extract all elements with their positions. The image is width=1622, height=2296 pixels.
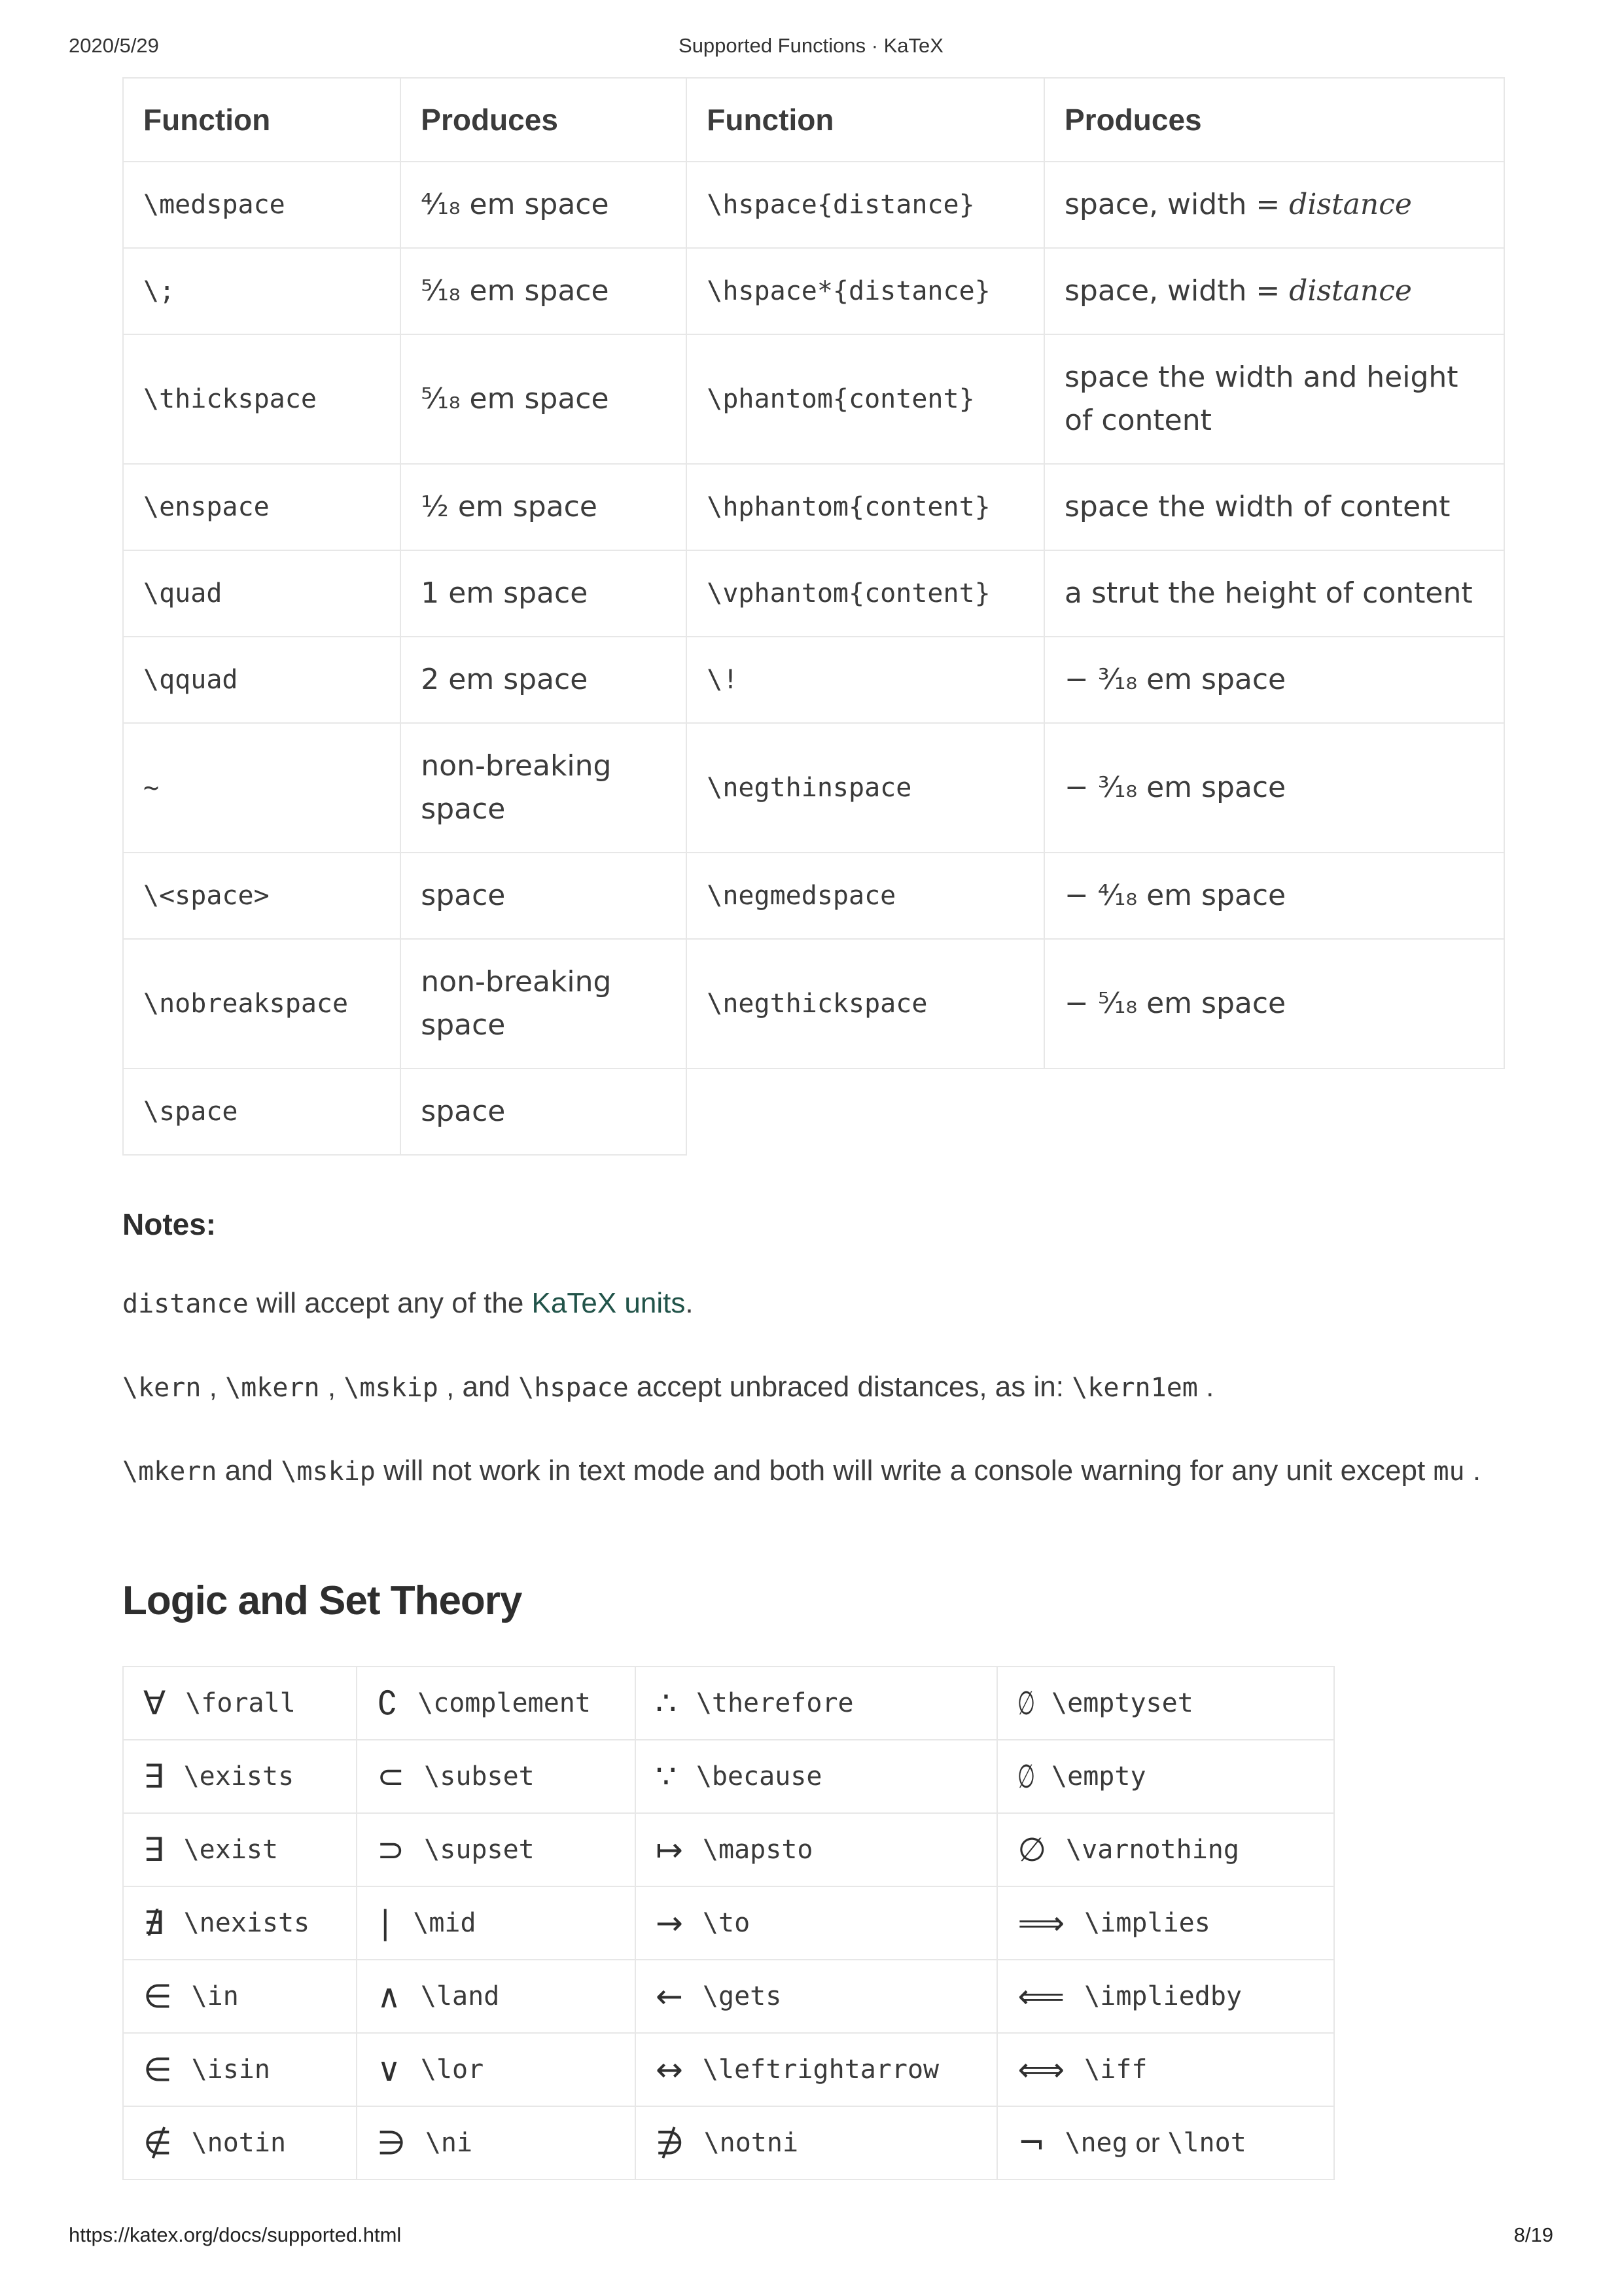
logic-table	[122, 1666, 1335, 2180]
math-symbol: ∁	[377, 1684, 398, 1722]
inline-code: \mskip	[344, 1373, 438, 1404]
inline-code: \kern1em	[1072, 1373, 1198, 1404]
math-symbol: ∨	[377, 2050, 401, 2089]
column-header-function: Function	[123, 78, 400, 162]
produces-cell: − ³⁄₁₈ em space	[1044, 637, 1504, 723]
table-header-row	[123, 78, 1504, 162]
function-cell: \negthinspace	[686, 723, 1044, 853]
math-symbol: ∈	[143, 1977, 172, 2015]
function-cell: \quad	[123, 550, 400, 637]
symbol-cell	[357, 1813, 635, 1886]
katex-units-link[interactable]: KaTeX units	[531, 1287, 686, 1319]
math-symbol: ∅	[1017, 1830, 1047, 1869]
inline-code: \hspace	[518, 1373, 629, 1404]
math-symbol: ∴	[656, 1684, 677, 1722]
symbol-cell	[123, 1960, 357, 2033]
spacing-table	[122, 77, 1505, 1156]
produces-cell: − ⁴⁄₁₈ em space	[1044, 853, 1504, 939]
table-row	[123, 853, 1504, 939]
math-symbol: ¬	[1017, 2123, 1046, 2162]
note-text: .	[1464, 1455, 1481, 1487]
footer-page-number: 8/19	[1513, 2223, 1553, 2246]
latex-code: \emptyset	[1051, 1687, 1193, 1718]
latex-code: \iff	[1084, 2054, 1148, 2085]
produces-cell: space	[400, 1069, 686, 1155]
table-row	[123, 550, 1504, 637]
note-paragraph	[122, 1281, 1505, 1326]
table-row	[123, 2106, 1334, 2180]
produces-cell: − ⁵⁄₁₈ em space	[1044, 939, 1504, 1069]
function-cell: \medspace	[123, 162, 400, 248]
function-cell: \hspace{distance}	[686, 162, 1044, 248]
table-row	[123, 1886, 1334, 1960]
latex-code: \mid	[413, 1907, 476, 1938]
function-cell: ~	[123, 723, 400, 853]
document-title: Supported Functions · KaTeX	[679, 34, 943, 57]
latex-code: \because	[696, 1761, 822, 1792]
latex-code: \impliedby	[1084, 1981, 1242, 2011]
note-text: ,	[201, 1371, 226, 1404]
symbol-cell	[357, 1960, 635, 2033]
math-symbol: ∉	[143, 2123, 172, 2162]
latex-code: \in	[191, 1981, 239, 2011]
math-symbol: ∅	[1017, 1684, 1036, 1722]
page-header	[69, 34, 1553, 60]
table-row	[123, 939, 1504, 1069]
produces-cell: non-breaking space	[400, 939, 686, 1069]
symbol-cell	[635, 1740, 997, 1813]
latex-code: \therefore	[696, 1687, 854, 1718]
math-symbol: →	[656, 1903, 683, 1942]
math-symbol: ∣	[377, 1903, 394, 1942]
note-text: will not work in text mode and both will write a console warning for any unit except	[375, 1455, 1434, 1487]
math-symbol: ∌	[656, 2123, 684, 2162]
note-text: accept unbraced distances, as in:	[628, 1371, 1072, 1404]
footer-url: https://katex.org/docs/supported.html	[69, 2223, 402, 2246]
math-symbol: ∀	[143, 1684, 166, 1722]
latex-code: \to	[702, 1907, 750, 1938]
note-text: and	[217, 1455, 281, 1487]
main-content	[122, 77, 1505, 2180]
produces-cell: 2 em space	[400, 637, 686, 723]
symbol-cell	[997, 2106, 1334, 2180]
math-symbol: ⟺	[1017, 2050, 1065, 2089]
produces-cell: ⁵⁄₁₈ em space	[400, 248, 686, 334]
function-cell: \negmedspace	[686, 853, 1044, 939]
inline-code: distance	[122, 1289, 249, 1319]
function-cell: \thickspace	[123, 334, 400, 464]
function-cell: \space	[123, 1069, 400, 1155]
latex-code: \varnothing	[1066, 1834, 1239, 1865]
function-cell: \nobreakspace	[123, 939, 400, 1069]
table-row	[123, 637, 1504, 723]
function-cell: \phantom{content}	[686, 334, 1044, 464]
math-symbol: ⊂	[377, 1757, 405, 1795]
latex-code: \exist	[183, 1834, 279, 1865]
table-row	[123, 464, 1504, 550]
math-symbol: ∵	[656, 1757, 677, 1795]
table-row	[123, 1740, 1334, 1813]
function-cell: \enspace	[123, 464, 400, 550]
note-paragraph	[122, 1365, 1505, 1409]
symbol-cell	[635, 1960, 997, 2033]
spacing-table-body	[123, 162, 1504, 1155]
symbol-cell	[123, 1667, 357, 1740]
latex-code: \lnot	[1167, 2127, 1246, 2158]
latex-code: \notni	[703, 2127, 799, 2158]
symbol-cell	[123, 2033, 357, 2106]
latex-code: \complement	[417, 1687, 591, 1718]
symbol-cell	[635, 2033, 997, 2106]
function-cell: \qquad	[123, 637, 400, 723]
notes-title: Notes:	[122, 1207, 217, 1241]
symbol-cell	[123, 2106, 357, 2180]
table-row	[123, 334, 1504, 464]
math-symbol: ∈	[143, 2050, 172, 2089]
latex-code: \lor	[420, 2054, 484, 2085]
latex-code: \land	[420, 1981, 500, 2011]
empty-cell	[686, 1069, 1504, 1155]
header-date: 2020/5/29	[69, 34, 159, 57]
latex-code: \neg	[1065, 2127, 1128, 2158]
note-text: .	[1197, 1371, 1214, 1404]
notes-paragraphs	[122, 1281, 1505, 1494]
or-text: or	[1127, 2127, 1168, 2158]
symbol-cell	[997, 1960, 1334, 2033]
table-row	[123, 162, 1504, 248]
latex-code: \empty	[1051, 1761, 1146, 1792]
latex-code: \notin	[191, 2127, 287, 2158]
latex-code: \exists	[183, 1761, 294, 1792]
symbol-cell	[997, 2033, 1334, 2106]
inline-code: \kern	[122, 1373, 202, 1404]
latex-code: \subset	[424, 1761, 535, 1792]
symbol-cell	[357, 1667, 635, 1740]
column-header-function: Function	[686, 78, 1044, 162]
produces-cell: ⁵⁄₁₈ em space	[400, 334, 686, 464]
symbol-cell	[997, 1813, 1334, 1886]
math-symbol: ∋	[377, 2123, 406, 2162]
note-paragraph	[122, 1449, 1505, 1493]
function-cell: \hspace*{distance}	[686, 248, 1044, 334]
function-cell: \;	[123, 248, 400, 334]
function-cell: \vphantom{content}	[686, 550, 1044, 637]
logic-table-body	[123, 1667, 1334, 2180]
produces-cell: space the width and height of content	[1044, 334, 1504, 464]
math-symbol: ⊃	[377, 1830, 405, 1869]
math-symbol: ↔	[656, 2050, 683, 2089]
math-symbol: ↦	[656, 1830, 683, 1869]
symbol-cell	[357, 1886, 635, 1960]
function-cell: \<space>	[123, 853, 400, 939]
symbol-cell	[635, 1813, 997, 1886]
column-header-produces: Produces	[400, 78, 686, 162]
produces-cell: ⁴⁄₁₈ em space	[400, 162, 686, 248]
symbol-cell	[635, 2106, 997, 2180]
produces-cell: 1 em space	[400, 550, 686, 637]
produces-cell: space, width = distance	[1044, 162, 1504, 248]
symbol-cell	[635, 1667, 997, 1740]
page-footer	[69, 2223, 1553, 2250]
latex-code: \ni	[425, 2127, 473, 2158]
inline-code: mu	[1433, 1457, 1465, 1487]
math-symbol: ∃	[143, 1830, 164, 1869]
produces-cell: non-breaking space	[400, 723, 686, 853]
inline-code: \mkern	[122, 1457, 217, 1487]
symbol-cell	[997, 1740, 1334, 1813]
latex-code: \implies	[1084, 1907, 1210, 1938]
note-text: .	[685, 1287, 694, 1319]
symbol-cell	[123, 1886, 357, 1960]
produces-cell: space, width = distance	[1044, 248, 1504, 334]
math-symbol: ∅	[1017, 1757, 1036, 1795]
produces-cell: a strut the height of content	[1044, 550, 1504, 637]
latex-code: \isin	[191, 2054, 270, 2085]
note-text: ,	[319, 1371, 344, 1404]
note-text: will accept any of the	[248, 1287, 532, 1319]
table-row	[123, 1813, 1334, 1886]
symbol-cell	[123, 1740, 357, 1813]
column-header-produces: Produces	[1044, 78, 1504, 162]
function-cell: \negthickspace	[686, 939, 1044, 1069]
table-row	[123, 723, 1504, 853]
produces-cell: − ³⁄₁₈ em space	[1044, 723, 1504, 853]
symbol-cell	[123, 1813, 357, 1886]
math-symbol: ⟹	[1017, 1903, 1065, 1942]
table-row	[123, 248, 1504, 334]
latex-code: \supset	[424, 1834, 535, 1865]
symbol-cell	[357, 1740, 635, 1813]
produces-cell: space	[400, 853, 686, 939]
symbol-cell	[997, 1667, 1334, 1740]
table-row	[123, 1667, 1334, 1740]
math-symbol: ∧	[377, 1977, 401, 2015]
inline-code: \mskip	[281, 1457, 376, 1487]
distance-italic: distance	[1289, 188, 1412, 221]
math-symbol: ←	[656, 1977, 683, 2015]
latex-code: \nexists	[183, 1907, 310, 1938]
note-text: , and	[438, 1371, 519, 1404]
produces-cell: space the width of content	[1044, 464, 1504, 550]
inline-code: \mkern	[225, 1373, 320, 1404]
table-row	[123, 1960, 1334, 2033]
math-symbol: ∃	[143, 1757, 164, 1795]
latex-code: \leftrightarrow	[702, 2054, 940, 2085]
symbol-cell	[635, 1886, 997, 1960]
latex-code: \gets	[702, 1981, 782, 2011]
function-cell: \hphantom{content}	[686, 464, 1044, 550]
section-heading-logic-and-set-theory: Logic and Set Theory	[122, 1578, 522, 1623]
table-row	[123, 1069, 1504, 1155]
table-row	[123, 2033, 1334, 2106]
function-cell: \!	[686, 637, 1044, 723]
symbol-cell	[357, 2106, 635, 2180]
produces-cell: ½ em space	[400, 464, 686, 550]
distance-italic: distance	[1289, 274, 1412, 308]
latex-code: \forall	[185, 1687, 296, 1718]
symbol-cell	[357, 2033, 635, 2106]
symbol-cell	[997, 1886, 1334, 1960]
latex-code: \mapsto	[702, 1834, 813, 1865]
math-symbol: ⟸	[1017, 1977, 1065, 2015]
math-symbol: ∄	[143, 1903, 164, 1942]
